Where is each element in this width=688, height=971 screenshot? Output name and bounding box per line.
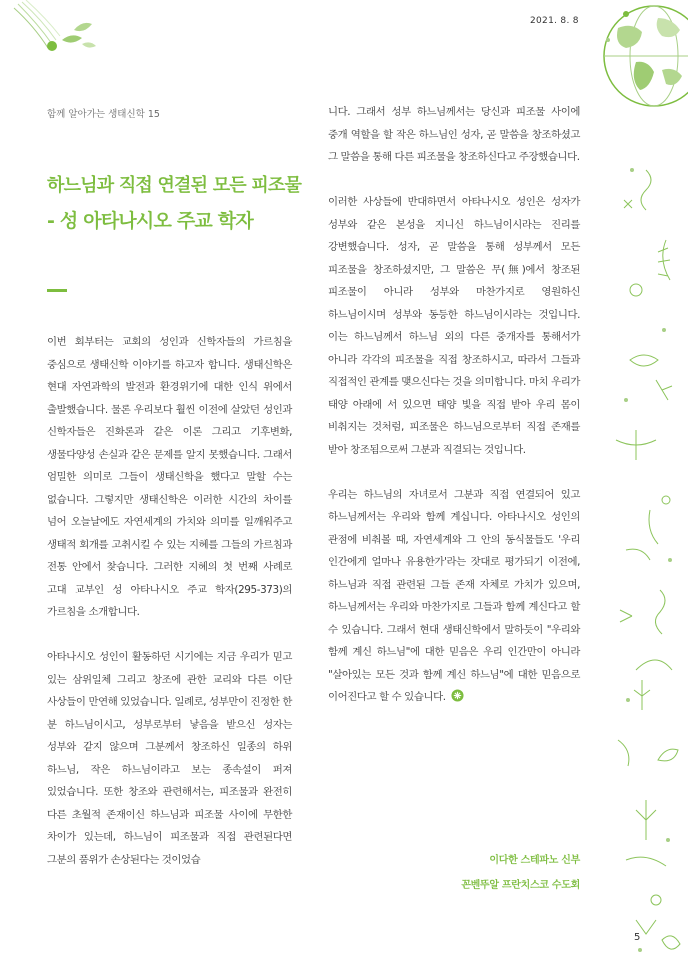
paragraph: 이번 회부터는 교회의 성인과 신학자들의 가르침을 중심으로 생태신학 이야기를 하고자 합니다. 생태신학은 현대 자연과학의 발전과 환경위기에 대한 인식 위에서 출발했습니다. 물론 우리보다 훨씬 이전에 살았던 성인과 신학자들은 진화론과 같은 이론 그리고 기후변화, 생물다양성 손실과 같은 문제를 알지 못했습니다. 그래서 엄밀한 의미로 그들이 생태신학을 했다고 말할 수는 없습니다. 그렇지만 생태신학은 이러한 시간의 차이를 넘어 오늘날에도 자연세계의 가치와 의미를 일깨워주고 생태적 회개를 고취시킬 수 있는 지혜를 그들의 가르침과 전통 안에서 찾습니다. 그러한 지혜의 첫 번째 사례로 고대 교부인 성 아타나시오 주교 학자(295-373)의 가르침을 소개합니다. [47,336,292,618]
issue-date: 2021. 8. 8 [530,16,579,26]
article-subtitle: - 성 아타나시오 주교 학자 [47,210,253,232]
page-number: 5 [634,932,641,943]
series-label: 함께 알아가는 생태신학 15 [47,109,160,120]
paragraph: 니다. 그래서 성부 하느님께서는 당신과 피조물 사이에 중개 역할을 할 작은 하느님인 성자, 곧 말씀을 창조하셨고 그 말씀을 통해 다른 피조물을 창조하신다고 주장했습니다. [328,106,580,163]
paragraph: 아타나시오 성인이 활동하던 시기에는 지금 우리가 믿고 있는 삼위일체 그리고 창조에 관한 교리와 다른 이단 사상들이 만연해 있었습니다. 일례로, 성부만이 진정한 한 분 하느님이시고, 성부로부터 낳음을 받으신 성자는 성부와 같지 않으며 그분께서 창조하신 일종의 하위 하느님, 작은 하느님이라고 보는 종속설이 퍼져 있었습니다. 또한 창조와 관련해서는, 피조물과 완전히 다른 초월적 존재이신 하느님과 피조물 사이에 무한한 차이가 있는데, 하느님이 피조물과 직접 관련된다면 그분의 품위가 손상된다는 것이었습 [47,651,292,866]
title-divider [47,289,67,292]
author-order: 꼰벤뚜알 프란치스코 수도회 [461,880,580,891]
paragraph-text: 우리는 하느님의 자녀로서 그분과 직접 연결되어 있고 하느님께서는 우리와 함께 계십니다. 아타나시오 성인의 관점에 비춰볼 때, 자연세계와 그 안의 동식물들도 '우리 인간에게 얼마나 유용한가'라는 잣대로 평가되기 이전에, 하느님과 직접 관련된 그들 존재 자체로 가치가 있으며, 하느님께서는 우리와 마찬가지로 그들과 함께 계신다고 할 수 있습니다. 그래서 현대 생태신학에서 말하듯이 "우리와 함께 계신 하느님"에 대한 믿음은 우리 인간만이 아니라 "살아있는 모든 것과 함께 계신 하느님"에 대한 믿음으로 이어진다고 할 수 있습니다. [328,488,580,703]
globe-decoration-icon [596,0,688,112]
paragraph: 이러한 사상들에 반대하면서 아타나시오 성인은 성자가 성부와 같은 본성을 지니신 하느님이시라는 진리를 강변했습니다. 성자, 곧 말씀을 통해 성부께서 모든 피조물을 창조하셨지만, 그 말씀은 무(無)에서 창조된 피조물이 아니라 성부와 마찬가지로 영원하신 하느님이시며 성부와 동등한 하느님이시라는 것입니다. 이는 하느님께서 하느님 외의 다른 중개자를 통해서가 아니라 각각의 피조물을 직접 창조하시고, 따라서 그들과 직접적인 관계를 맺으신다는 것을 의미합니다. 마치 우리가 태양 아래에 서 있으면 태양 빛을 직접 받아 우리 몸이 비춰지는 것처럼, 피조물은 하느님으로부터 직접 존재를 받아 창조됨으로써 그분과 직결되는 것입니다. [328,196,580,456]
paragraph-last [328,484,580,709]
author-name: 이다한 스테파노 신부 [489,855,580,866]
end-mark-icon [451,689,464,702]
article-title: 하느님과 직접 연결된 모든 피조물 [47,175,302,196]
left-column [47,331,292,894]
plant-sketch-decoration-icon [606,140,688,971]
comet-leaf-decoration-icon [12,0,112,60]
right-column [328,101,580,731]
